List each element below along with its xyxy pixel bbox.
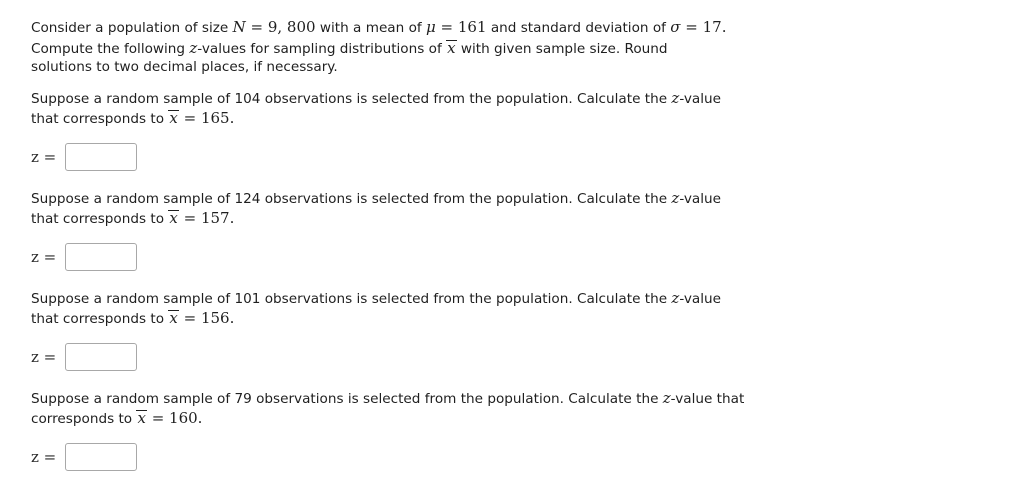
sigma-value: 17. [702,18,727,36]
intro-text: -values for sampling distributions of [197,40,447,57]
question-text: -value that corresponds to [31,191,721,227]
xbar-symbol: x [137,409,146,427]
equals-sign: = [146,409,170,427]
sample-mean-value: 157. [200,209,235,227]
z-label: z = [31,148,57,166]
sample-mean-value: 160. [169,409,203,427]
equals-sign: = [178,109,201,127]
mean-symbol: μ [426,18,436,36]
answer-input-1[interactable] [65,143,137,171]
equals-sign: = [245,18,268,36]
problem-intro [31,18,731,77]
z-label: z = [31,248,57,266]
xbar-symbol: x [169,209,178,227]
sample-mean-value: 165. [200,109,235,127]
intro-text: with a mean of [315,20,426,36]
equals-sign: = [178,309,201,327]
z-symbol: z [671,89,680,107]
question-1 [31,90,751,128]
question-text: -value that corresponds to [31,91,721,127]
answer-input-3[interactable] [65,343,137,371]
question-text: Suppose a random sample of 101 observations is selected from the population. Calculate the [31,291,672,307]
z-symbol: z [189,38,198,57]
answer-input-4[interactable] [65,443,137,471]
question-3 [31,290,751,328]
population-size-value: 9, 800 [267,18,316,36]
question-4 [31,390,751,428]
z-symbol: z [671,189,680,207]
answer-row-1 [31,142,137,172]
answer-row-3 [31,342,137,372]
xbar-symbol: x [447,38,456,57]
question-2 [31,190,751,228]
intro-text: with given sample size. Round solutions to two decimal places, if necessary. [31,40,668,75]
equals-sign: = [435,18,458,36]
intro-text: and standard deviation of [486,20,671,36]
mean-value: 161 [457,18,487,36]
answer-row-4 [31,442,137,472]
xbar-symbol: x [169,309,178,327]
z-symbol: z [662,389,671,407]
intro-text: Consider a population of size [31,20,233,36]
population-size-symbol: N [232,18,246,36]
sigma-symbol: σ [670,18,681,36]
question-text: -value that corresponds to [31,391,745,427]
answer-row-2 [31,242,137,272]
question-text: -value that corresponds to [31,291,721,327]
z-label: z = [31,348,57,366]
question-text: Suppose a random sample of 124 observations is selected from the population. Calculate the [31,191,672,207]
z-symbol: z [671,289,680,307]
question-text: Suppose a random sample of 79 observations is selected from the population. Calculate the [31,391,663,407]
equals-sign: = [680,18,703,36]
answer-input-2[interactable] [65,243,137,271]
equals-sign: = [178,209,201,227]
question-text: Suppose a random sample of 104 observations is selected from the population. Calculate the [31,91,672,107]
z-label: z = [31,448,57,466]
xbar-symbol: x [169,109,178,127]
sample-mean-value: 156. [200,309,235,327]
intro-text: Compute the following [31,40,190,57]
